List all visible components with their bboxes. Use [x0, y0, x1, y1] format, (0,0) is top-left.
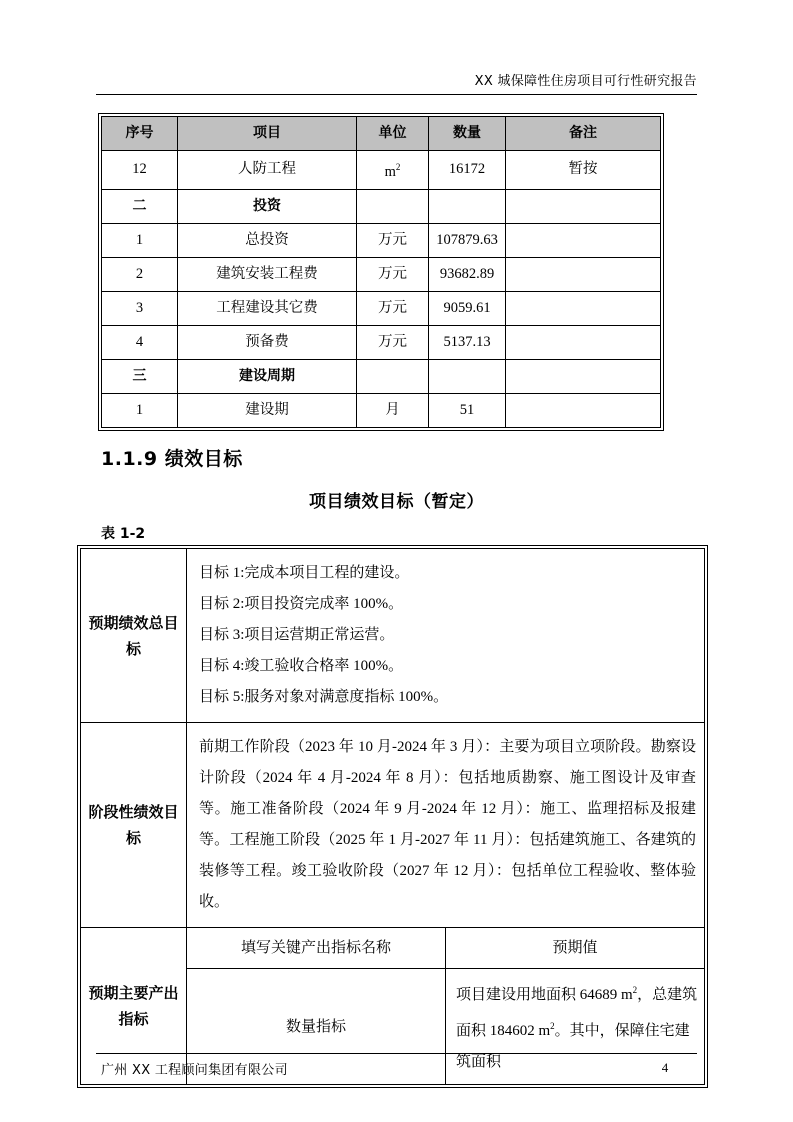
cell-unit: $m^2$	[357, 151, 429, 190]
row-label-output-indicators: 预期主要产出指标	[81, 928, 187, 1085]
column-header-3: 数量	[429, 117, 506, 151]
goal-line: 目标 3:项目运营期正常运营。	[199, 627, 395, 643]
cell-qty	[429, 359, 506, 393]
column-header-0: 序号	[102, 117, 178, 151]
table-row-overall-goals	[81, 549, 705, 723]
table-row	[102, 257, 661, 291]
table-row	[102, 151, 661, 190]
footer-page-number: 4	[661, 1060, 669, 1075]
row-label-overall-goals: 预期绩效总目标	[81, 549, 187, 723]
phased-goals-cell: 前期工作阶段（2023 年 10 月-2024 年 3 月）：主要为项目立项阶段。勘察设计阶段（2024 年 4 月-2024 年 8 月）：包括地质勘察、施工图设计及审查等。施工准备阶段（2024 年 9 月-2024 年 12 月）：施工、监理招标及报建等。工程施工阶段（2025 年 1 月-2027 年 11 月）：包括建筑施工、各建筑的装修等工程。竣工验收阶段（2027 年 12 月）：包括单位工程验收、整体验收。	[187, 723, 705, 928]
section-heading: 1.1.9 绩效目标	[101, 448, 243, 470]
cell-no: 3	[102, 291, 178, 325]
column-header-4: 备注	[506, 117, 661, 151]
performance-goals-table	[80, 548, 705, 1085]
table-row	[102, 223, 661, 257]
table-row-output-header	[81, 928, 705, 969]
cell-remark	[506, 393, 661, 427]
cell-remark	[506, 189, 661, 223]
footer-company: 广州 XX 工程顾问集团有限公司	[101, 1063, 288, 1078]
cell-no: 1	[102, 393, 178, 427]
cell-qty: 5137.13	[429, 325, 506, 359]
table-row-phased-goals	[81, 723, 705, 928]
cell-item: 建筑安装工程费	[178, 257, 357, 291]
overall-goals-cell	[187, 549, 705, 723]
output-indicator-name: 数量指标	[187, 969, 446, 1085]
cell-unit: 月	[357, 393, 429, 427]
cell-unit	[357, 359, 429, 393]
table-row	[102, 291, 661, 325]
row-label-phased-goals: 阶段性绩效目标	[81, 723, 187, 928]
cell-remark	[506, 359, 661, 393]
cell-remark	[506, 291, 661, 325]
cell-qty: 51	[429, 393, 506, 427]
table-row	[102, 189, 661, 223]
cell-item: 建设期	[178, 393, 357, 427]
footer-rule	[96, 1053, 697, 1054]
cell-no: 2	[102, 257, 178, 291]
cell-unit: 万元	[357, 291, 429, 325]
output-expected-value: 项目建设用地面积 64689 $m^2$，总建筑面积 184602 $m^2$。其中，保障住宅建筑面积	[446, 969, 705, 1085]
cell-remark	[506, 223, 661, 257]
cell-remark	[506, 257, 661, 291]
cell-no: 1	[102, 223, 178, 257]
cell-no: 二	[102, 189, 178, 223]
goal-line: 目标 5:服务对象对满意度指标 100%。	[199, 689, 449, 705]
column-header-1: 项目	[178, 117, 357, 151]
cell-qty: 107879.63	[429, 223, 506, 257]
goal-line: 目标 4:竣工验收合格率 100%。	[199, 658, 404, 674]
cell-no: 12	[102, 151, 178, 190]
table-row	[102, 325, 661, 359]
table-caption: 表 1-2	[101, 526, 146, 542]
cell-qty: 16172	[429, 151, 506, 190]
cell-unit: 万元	[357, 325, 429, 359]
goal-line: 目标 2:项目投资完成率 100%。	[199, 596, 404, 612]
output-expected-value-header: 预期值	[446, 928, 705, 969]
cell-unit: 万元	[357, 257, 429, 291]
table-row	[102, 359, 661, 393]
cell-qty: 9059.61	[429, 291, 506, 325]
cell-unit: 万元	[357, 223, 429, 257]
cell-remark	[506, 325, 661, 359]
cell-qty: 93682.89	[429, 257, 506, 291]
cell-no: 三	[102, 359, 178, 393]
cell-unit	[357, 189, 429, 223]
cell-item: 预备费	[178, 325, 357, 359]
cell-qty	[429, 189, 506, 223]
cell-item: 人防工程	[178, 151, 357, 190]
column-header-2: 单位	[357, 117, 429, 151]
running-header: XX 城保障性住房项目可行性研究报告	[474, 74, 697, 89]
header-rule	[96, 94, 697, 95]
output-indicator-name-header: 填写关键产出指标名称	[187, 928, 446, 969]
cell-remark: 暂按	[506, 151, 661, 190]
cell-item: 工程建设其它费	[178, 291, 357, 325]
cell-item: 建设周期	[178, 359, 357, 393]
table-header-row	[102, 117, 661, 151]
cell-item: 投资	[178, 189, 357, 223]
cell-no: 4	[102, 325, 178, 359]
cell-item: 总投资	[178, 223, 357, 257]
table-row	[102, 393, 661, 427]
goal-line: 目标 1:完成本项目工程的建设。	[199, 565, 410, 581]
investment-summary-table	[101, 116, 661, 428]
section-subtitle: 项目绩效目标（暂定）	[309, 492, 484, 512]
